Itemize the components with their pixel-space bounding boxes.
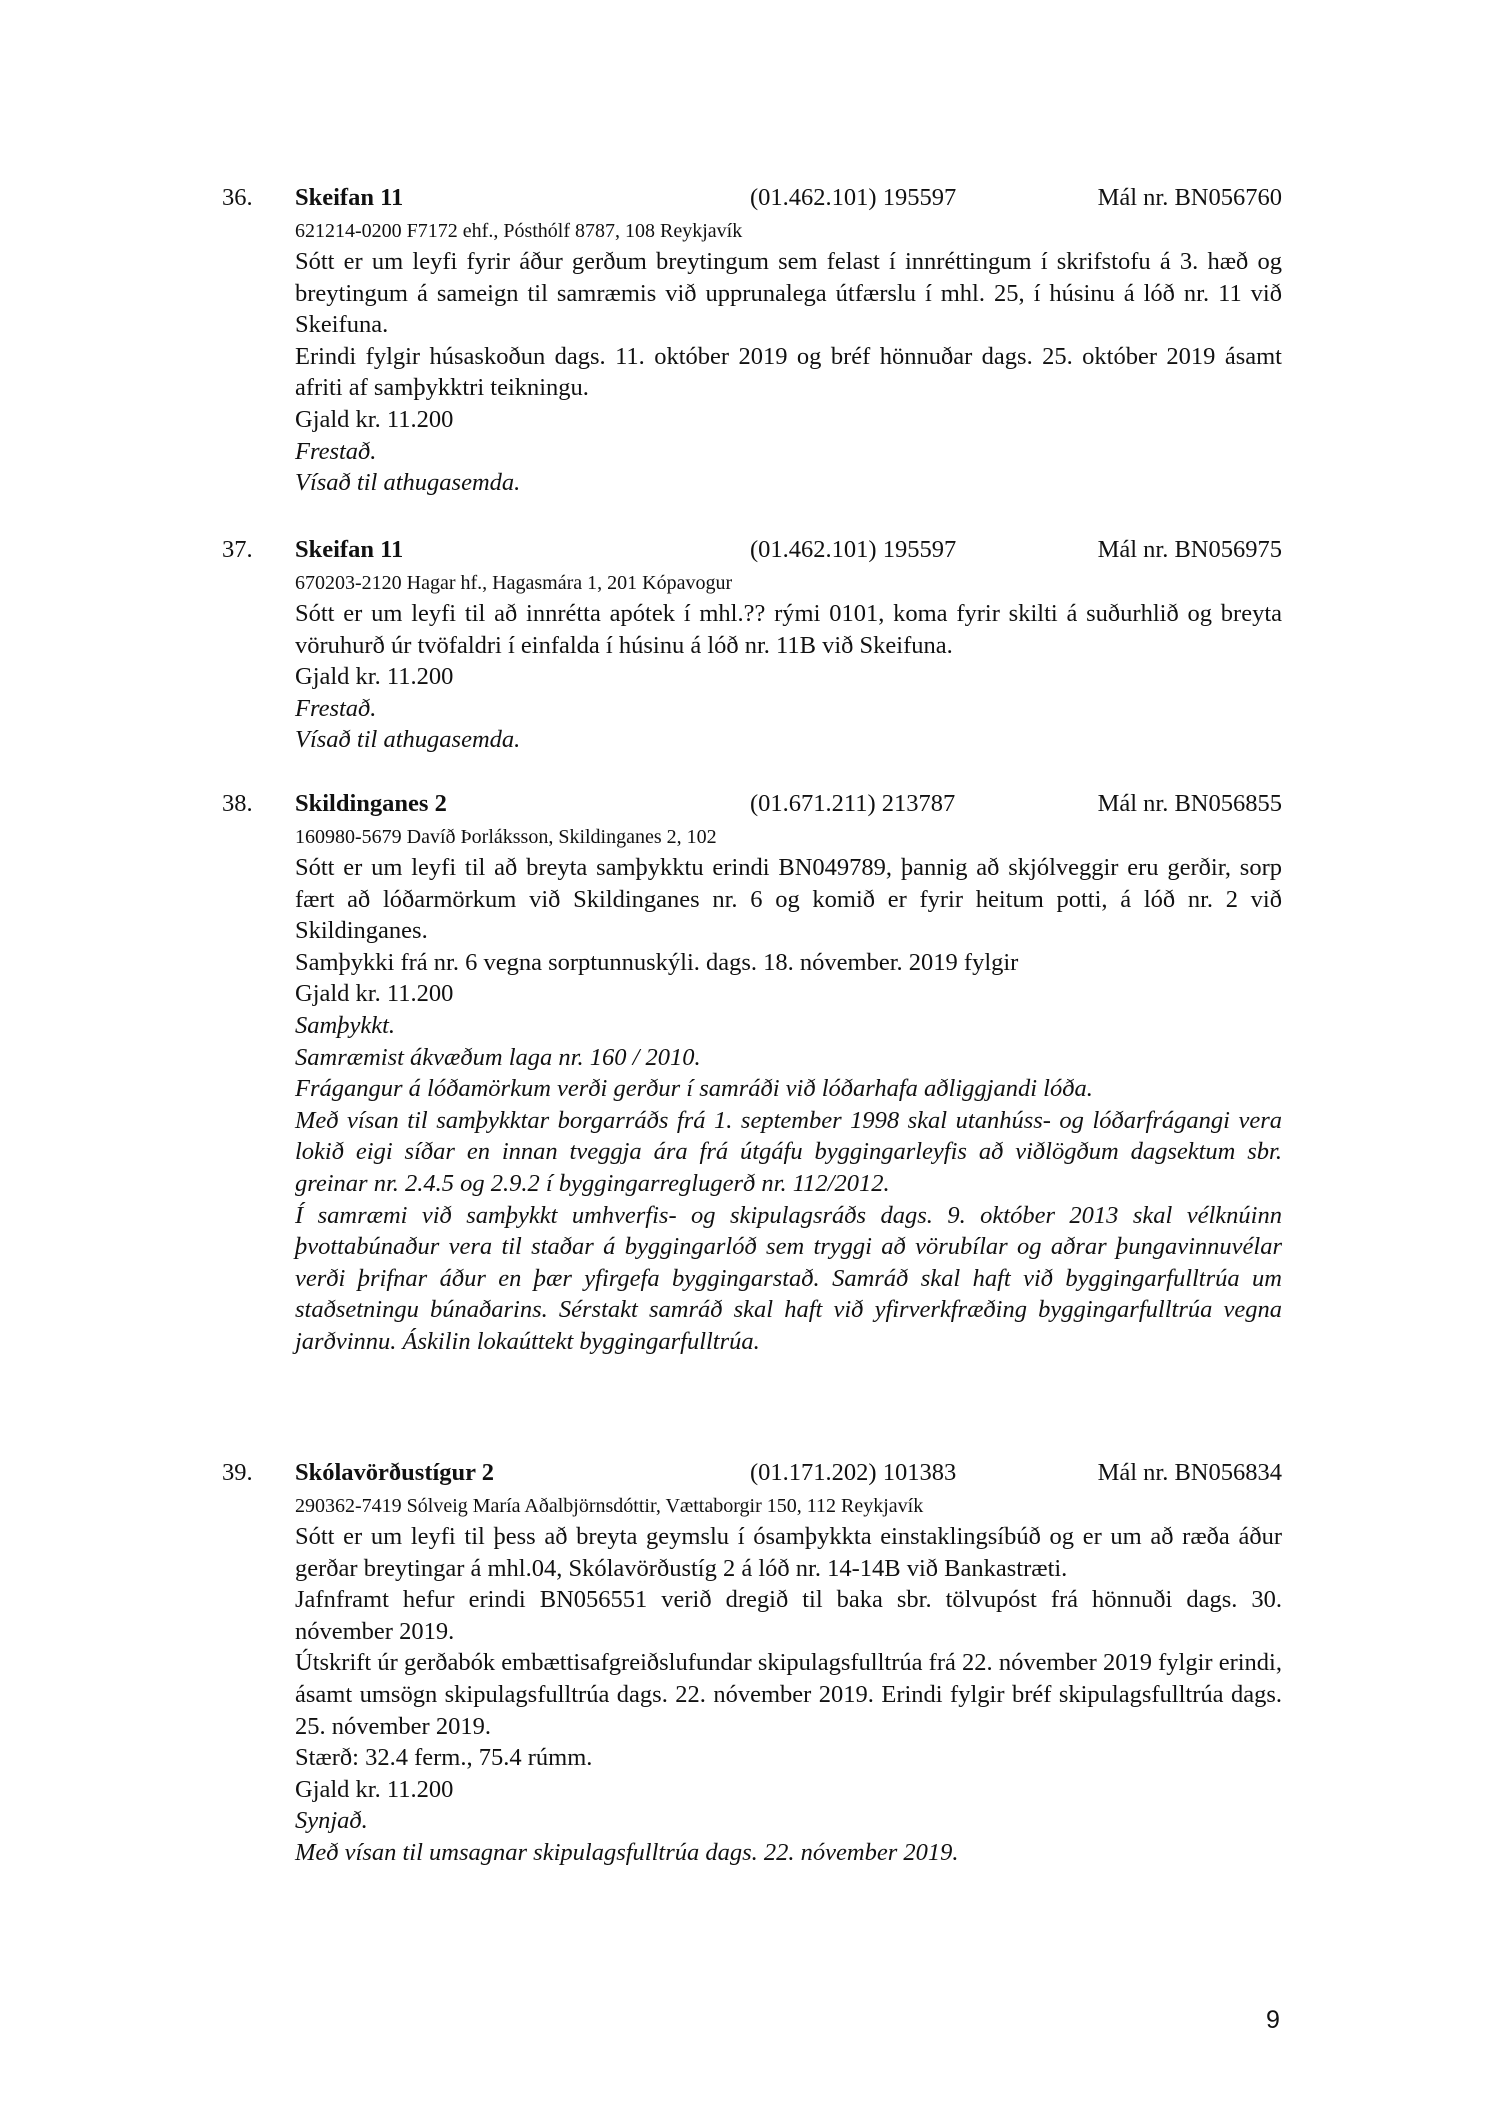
entry-size: Stærð: 32.4 ferm., 75.4 rúmm. xyxy=(295,1744,593,1772)
case-entry-36 xyxy=(222,180,1282,499)
entry-land-id: (01.671.211) 213787 xyxy=(750,790,956,817)
entry-case-number: Mál nr. BN056855 xyxy=(1097,790,1282,817)
entry-note: Með vísan til umsagnar skipulagsfulltrúa dags. 22. nóvember 2019. xyxy=(295,1838,959,1866)
entry-applicant: 670203-2120 Hagar hf., Hagasmára 1, 201 Kópavogur xyxy=(295,572,733,594)
entry-address: Skólavörðustígur 2 xyxy=(295,1459,494,1486)
entry-address: Skeifan 11 xyxy=(295,184,404,211)
entry-note: Vísað til athugasemda. xyxy=(295,469,521,497)
entry-body xyxy=(295,568,1282,756)
entry-fee: Gjald kr. 11.200 xyxy=(295,1775,454,1803)
case-entry-39 xyxy=(222,1455,1282,1869)
entry-condition: Samræmist ákvæðum laga nr. 160 / 2010. xyxy=(295,1043,701,1071)
entry-case-number: Mál nr. BN056834 xyxy=(1097,1459,1282,1486)
case-entry-38 xyxy=(222,786,1282,1358)
entry-header xyxy=(222,180,1282,216)
entry-body xyxy=(295,822,1282,1358)
entry-condition: Frágangur á lóðamörkum verði gerður í samráði við lóðarhafa aðliggjandi lóða. xyxy=(295,1075,1093,1103)
entry-fee: Gjald kr. 11.200 xyxy=(295,663,454,691)
entry-consent: Samþykki frá nr. 6 vegna sorptunnuskýli. dags. 18. nóvember. 2019 fylgir xyxy=(295,948,1019,976)
case-entry-37 xyxy=(222,532,1282,756)
entry-withdrawal: Jafnframt hefur erindi BN056551 verið dregið til baka sbr. tölvupóst frá hönnuði dags. 30. nóvember 2019. xyxy=(295,1586,1282,1645)
entry-number: 36. xyxy=(222,184,253,211)
entry-attachments: Erindi fylgir húsaskoðun dags. 11. október 2019 og bréf hönnuðar dags. 25. október 2019 ásamt afriti af samþykktri teikningu. xyxy=(295,342,1282,402)
entry-description: Sótt er um leyfi til þess að breyta geymslu í ósamþykkta einstaklingsíbúð og er um að ræða áður gerðar breytingar á mhl.04, Skólavörðustíg 2 á lóð nr. 14-14B við Bankastræti. xyxy=(295,1523,1282,1582)
entry-description: Sótt er um leyfi fyrir áður gerðum breytingum sem felast í innréttingum í skrifstofu á 3. hæð og breytingum á sameign til samræmis við upprunalega útfærslu í mhl. 25, í húsinu á lóð nr. 11 við Skeifuna. xyxy=(295,248,1282,339)
entry-header xyxy=(222,786,1282,822)
entry-number: 39. xyxy=(222,1459,253,1486)
entry-case-number: Mál nr. BN056975 xyxy=(1097,536,1282,563)
entry-fee: Gjald kr. 11.200 xyxy=(295,405,454,433)
entry-body xyxy=(295,216,1282,499)
entry-land-id: (01.171.202) 101383 xyxy=(750,1459,957,1486)
entry-fee: Gjald kr. 11.200 xyxy=(295,980,454,1008)
entry-decision: Synjað. xyxy=(295,1807,368,1835)
entry-land-id: (01.462.101) 195597 xyxy=(750,536,957,563)
entry-applicant: 621214-0200 F7172 ehf., Pósthólf 8787, 108 Reykjavík xyxy=(295,220,743,242)
entry-body xyxy=(295,1491,1282,1869)
entry-address: Skildinganes 2 xyxy=(295,790,447,817)
entry-note: Vísað til athugasemda. xyxy=(295,726,521,754)
entry-case-number: Mál nr. BN056760 xyxy=(1097,184,1282,211)
entry-header xyxy=(222,1455,1282,1491)
entry-number: 37. xyxy=(222,536,253,563)
entry-address: Skeifan 11 xyxy=(295,536,404,563)
entry-attachments: Útskrift úr gerðabók embættisafgreiðslufundar skipulagsfulltrúa frá 22. nóvember 2019 fylgir erindi, ásamt umsögn skipulagsfulltrúa dags. 22. nóvember 2019. Erindi fylgir bréf skipulagsfulltrúa dags. 25. nóvember 2019. xyxy=(295,1649,1282,1740)
entry-decision: Frestað. xyxy=(295,694,377,722)
entry-condition: Í samræmi við samþykkt umhverfis- og skipulagsráðs dags. 9. október 2013 skal vélknúinn þvottabúnaður vera til staðar á byggingarlóð sem tryggi að vörubílar og aðrar þungavinnuvélar verði þrifnar áður en þær yfirgefa byggingarstað. Samráð skal haft við byggingarfulltrúa um staðsetningu búnaðarins. Sérstakt samráð skal haft við yfirverkfræðing byggingarfulltrúa vegna jarðvinnu. Áskilin lokaúttekt byggingarfulltrúa. xyxy=(295,1201,1282,1355)
page-number: 9 xyxy=(1266,2006,1280,2034)
entry-number: 38. xyxy=(222,790,253,817)
entry-description: Sótt er um leyfi til að breyta samþykktu erindi BN049789, þannig að skjólveggir eru gerðir, sorp fært að lóðarmörkum við Skildinganes nr. 6 og komið er fyrir heitum potti, á lóð nr. 2 við Skildinganes. xyxy=(295,854,1282,945)
entry-decision: Samþykkt. xyxy=(295,1011,395,1039)
entry-decision: Frestað. xyxy=(295,437,377,465)
entry-applicant: 290362-7419 Sólveig María Aðalbjörnsdóttir, Vættaborgir 150, 112 Reykjavík xyxy=(295,1495,924,1517)
entry-description: Sótt er um leyfi til að innrétta apótek í mhl.?? rými 0101, koma fyrir skilti á suðurhlið og breyta vöruhurð úr tvöfaldri í einfalda í húsinu á lóð nr. 11B við Skeifuna. xyxy=(295,600,1282,659)
entry-applicant: 160980-5679 Davíð Þorláksson, Skildinganes 2, 102 xyxy=(295,826,717,848)
entry-condition: Með vísan til samþykktar borgarráðs frá 1. september 1998 skal utanhúss- og lóðarfrágangi vera lokið eigi síðar en innan tveggja ára frá útgáfu byggingarleyfis að viðlögðum dagsektum sbr. greinar nr. 2.4.5 og 2.9.2 í byggingarreglugerð nr. 112/2012. xyxy=(295,1106,1282,1197)
entry-header xyxy=(222,532,1282,568)
entry-land-id: (01.462.101) 195597 xyxy=(750,184,957,211)
